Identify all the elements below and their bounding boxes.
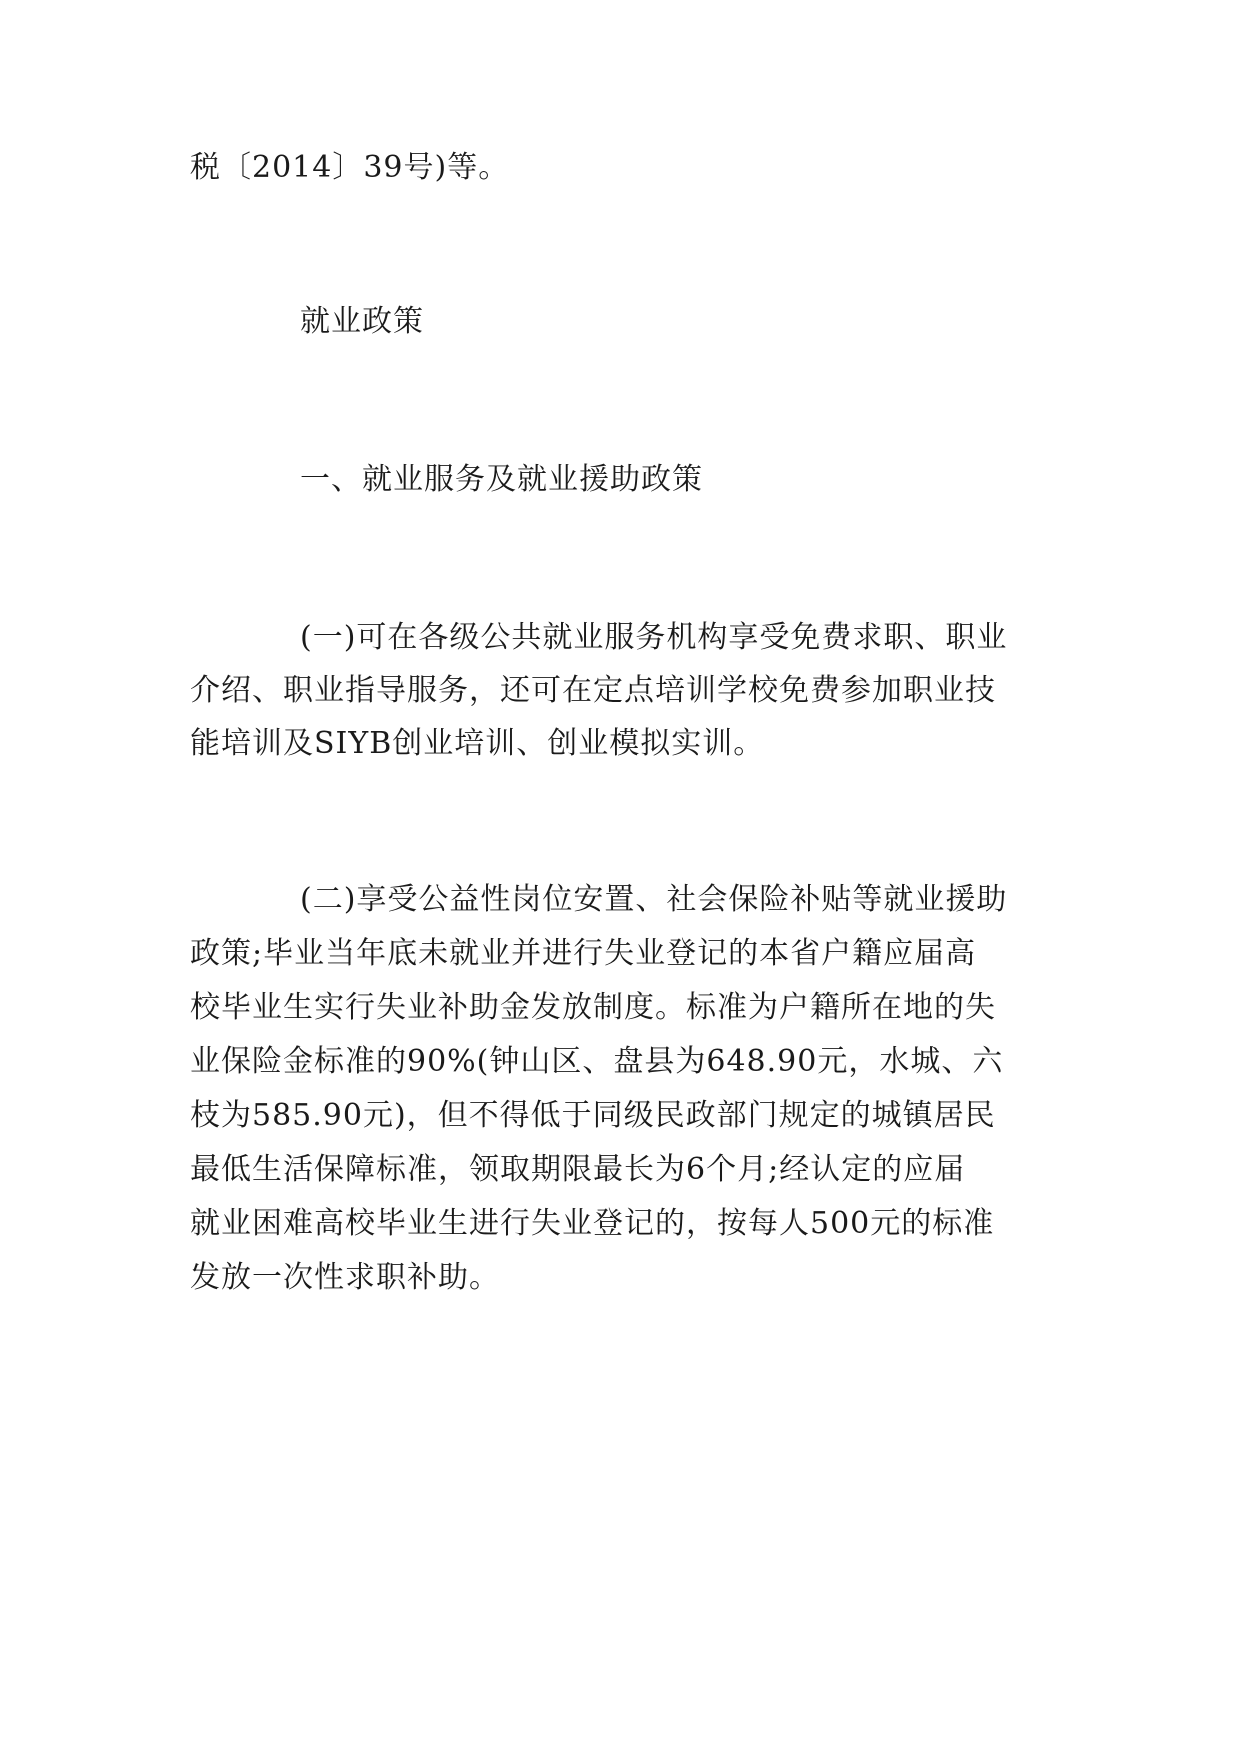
paragraph-line: 政策;毕业当年底未就业并进行失业登记的本省户籍应届高 [190, 936, 977, 971]
heading-section-one: 一、就业服务及就业援助政策 [300, 462, 703, 497]
paragraph-line: 就业困难高校毕业生进行失业登记的，按每人500元的标准 [190, 1206, 995, 1241]
paragraph-line: 介绍、职业指导服务，还可在定点培训学校免费参加职业技 [190, 673, 996, 708]
paragraph-line: (一)可在各级公共就业服务机构享受免费求职、职业 [300, 620, 1008, 655]
paragraph-line: 能培训及SIYB创业培训、创业模拟实训。 [190, 726, 765, 761]
paragraph-line: 业保险金标准的90%(钟山区、盘县为648.90元，水城、六 [190, 1044, 1004, 1079]
paragraph-line: 枝为585.90元)，但不得低于同级民政部门规定的城镇居民 [190, 1098, 996, 1133]
paragraph-line: (二)享受公益性岗位安置、社会保险补贴等就业援助 [300, 882, 1008, 917]
paragraph-line: 最低生活保障标准，领取期限最长为6个月;经认定的应届 [190, 1152, 966, 1187]
paragraph-line: 校毕业生实行失业补助金发放制度。标准为户籍所在地的失 [190, 990, 996, 1025]
paragraph-line: 发放一次性求职补助。 [190, 1260, 500, 1295]
continued-text-line: 税〔2014〕39号)等。 [190, 150, 510, 185]
heading-employment-policy: 就业政策 [300, 304, 424, 339]
